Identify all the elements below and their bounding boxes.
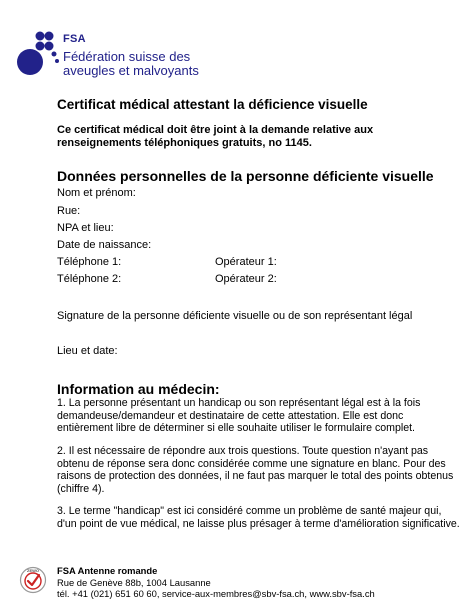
brand-block xyxy=(63,33,199,78)
birthdate-label: Date de naissance: xyxy=(57,239,152,251)
doctor-info-paragraph-3: 3. Le terme "handicap" est ici considéré comme un problème de santé majeur qui, d'un point de vue médical, ne laisse plus présager à terme d'amélioration significative. xyxy=(57,505,460,530)
city-label: NPA et lieu: xyxy=(57,222,114,234)
brand-name-line-1: Fédération suisse des xyxy=(63,49,191,64)
operator-2-label: Opérateur 2: xyxy=(215,273,277,285)
phone-1-label: Téléphone 1: xyxy=(57,256,122,268)
street-label: Rue: xyxy=(57,205,81,217)
doctor-info-paragraph-2: 2. Il est nécessaire de répondre aux trois questions. Toute question n'ayant pas obtenu de réponse sera donc considérée comme une signature en blanc. Pour des raisons de protection des données, il ne faut pas marquer le total des points obtenus (chiffre 4). xyxy=(57,445,454,495)
footer-street: Rue de Genève 88b, 1004 Lausanne xyxy=(57,576,211,588)
signature-label: Signature de la personne déficiente visuelle ou de son représentant légal xyxy=(57,310,413,322)
doctor-info-paragraph-1: 1. La personne présentant un handicap ou son représentant légal est à la fois demandeuse/demandeur et destinataire de cette attestation. Elle est donc entièrement libre de déterminer si elle souhaite utiliser le formulaire complet. xyxy=(57,397,421,434)
zewo-seal-icon xyxy=(19,566,47,594)
intro-text: Ce certificat médical doit être joint à la demande relative aux renseignements téléphoniques gratuits, no 1145. xyxy=(57,124,374,149)
footer-org-name: FSA Antenne romande xyxy=(57,565,158,576)
footer-address xyxy=(57,565,375,600)
page-title: Certificat médical attestant la déficience visuelle xyxy=(57,97,368,112)
fsa-logo-icon xyxy=(14,30,60,78)
place-date-label: Lieu et date: xyxy=(57,345,118,357)
footer-contact: tél. +41 (021) 651 60 60, service-aux-membres@sbv-fsa.ch, www.sbv-fsa.ch xyxy=(57,588,375,599)
brand-full-name xyxy=(63,50,199,78)
brand-name-line-2: aveugles et malvoyants xyxy=(63,63,199,78)
name-label: Nom et prénom: xyxy=(57,187,136,199)
personal-data-heading: Données personnelles de la personne déficiente visuelle xyxy=(57,168,434,184)
phone-2-label: Téléphone 2: xyxy=(57,273,122,285)
doctor-info-heading: Information au médecin: xyxy=(57,381,220,397)
zewo-seal-text: ZEWO xyxy=(27,567,39,573)
operator-1-label: Opérateur 1: xyxy=(215,256,277,268)
brand-short-name: FSA xyxy=(63,33,86,45)
